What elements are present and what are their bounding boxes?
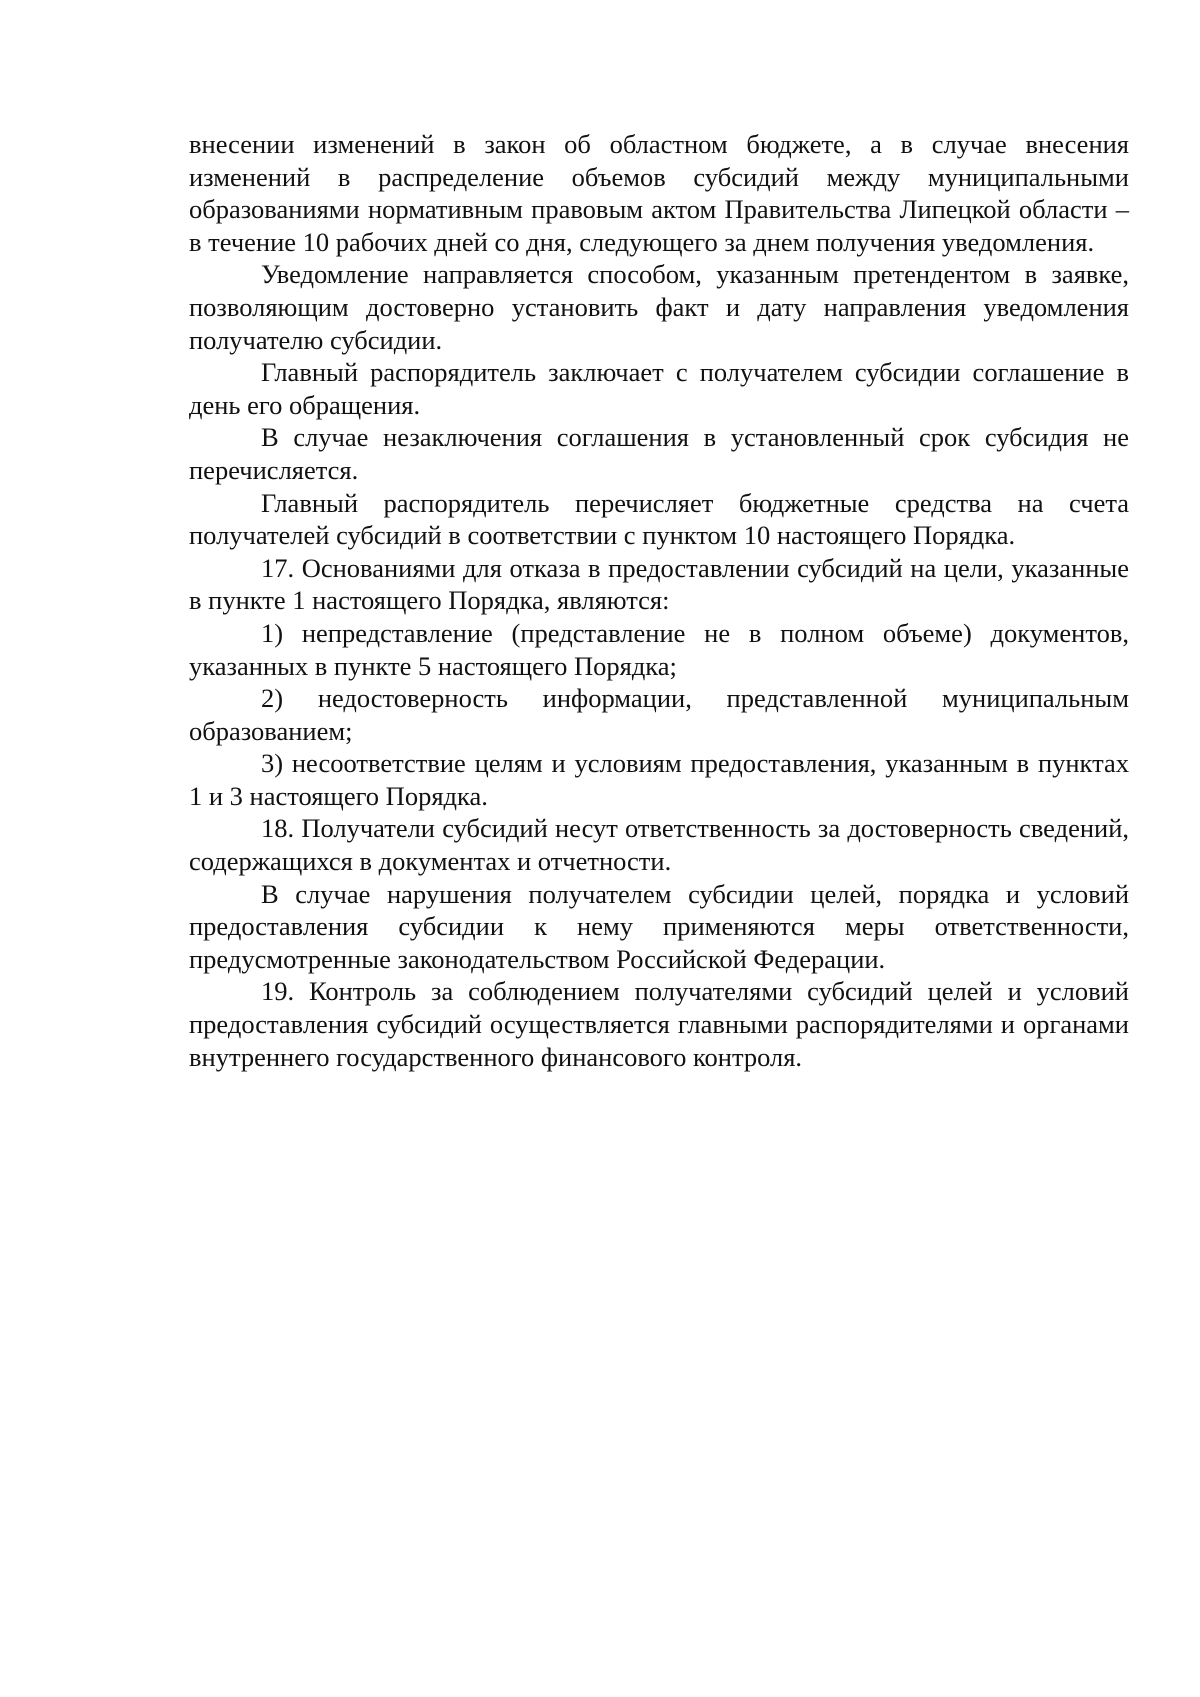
paragraph-violation: В случае нарушения получателем субсидии целей, порядка и условий предоставления субсидии к нему применяются меры ответственности, предусмотренные законодательством Российской Федерации. <box>189 878 1129 974</box>
paragraph-item-17-2: 2) недостоверность информации, представленной муниципальным образованием; <box>189 683 1129 746</box>
document-body <box>189 128 1129 1073</box>
paragraph-item-17-1: 1) непредставление (представление не в полном объеме) документов, указанных в пункте 5 настоящего Порядка; <box>189 617 1129 681</box>
paragraph-item-19: 19. Контроль за соблюдением получателями субсидий целей и условий предоставления субсидий осуществляется главными распорядителями и органами внутреннего государственного финансового контроля. <box>189 976 1129 1072</box>
paragraph-item-17: 17. Основаниями для отказа в предоставлении субсидий на цели, указанные в пункте 1 настоящего Порядка, являются: <box>189 552 1129 616</box>
paragraph-continuation: внесении изменений в закон об областном бюджете, а в случае внесения изменений в распределение объемов субсидий между муниципальными образованиями нормативным правовым актом Правительства Липецкой области – в течение 10 рабочих дней со дня, следующего за днем получения уведомления. <box>189 129 1129 257</box>
paragraph-transfer: Главный распорядитель перечисляет бюджетные средства на счета получателей субсидий в соответствии с пунктом 10 настоящего Порядка. <box>189 487 1129 551</box>
paragraph-no-agreement: В случае незаключения соглашения в установленный срок субсидия не перечисляется. <box>189 422 1129 485</box>
paragraph-notification-method: Уведомление направляется способом, указанным претендентом в заявке, позволяющим достоверно установить факт и дату направления уведомления получателю субсидии. <box>189 259 1129 355</box>
paragraph-item-18: 18. Получатели субсидий несут ответственность за достоверность сведений, содержащихся в документах и отчетности. <box>189 813 1129 877</box>
paragraph-agreement: Главный распорядитель заключает с получателем субсидии соглашение в день его обращения. <box>189 357 1129 420</box>
paragraph-item-17-3: 3) несоответствие целям и условиям предоставления, указанным в пунктах 1 и 3 настоящего Порядка. <box>189 748 1129 811</box>
